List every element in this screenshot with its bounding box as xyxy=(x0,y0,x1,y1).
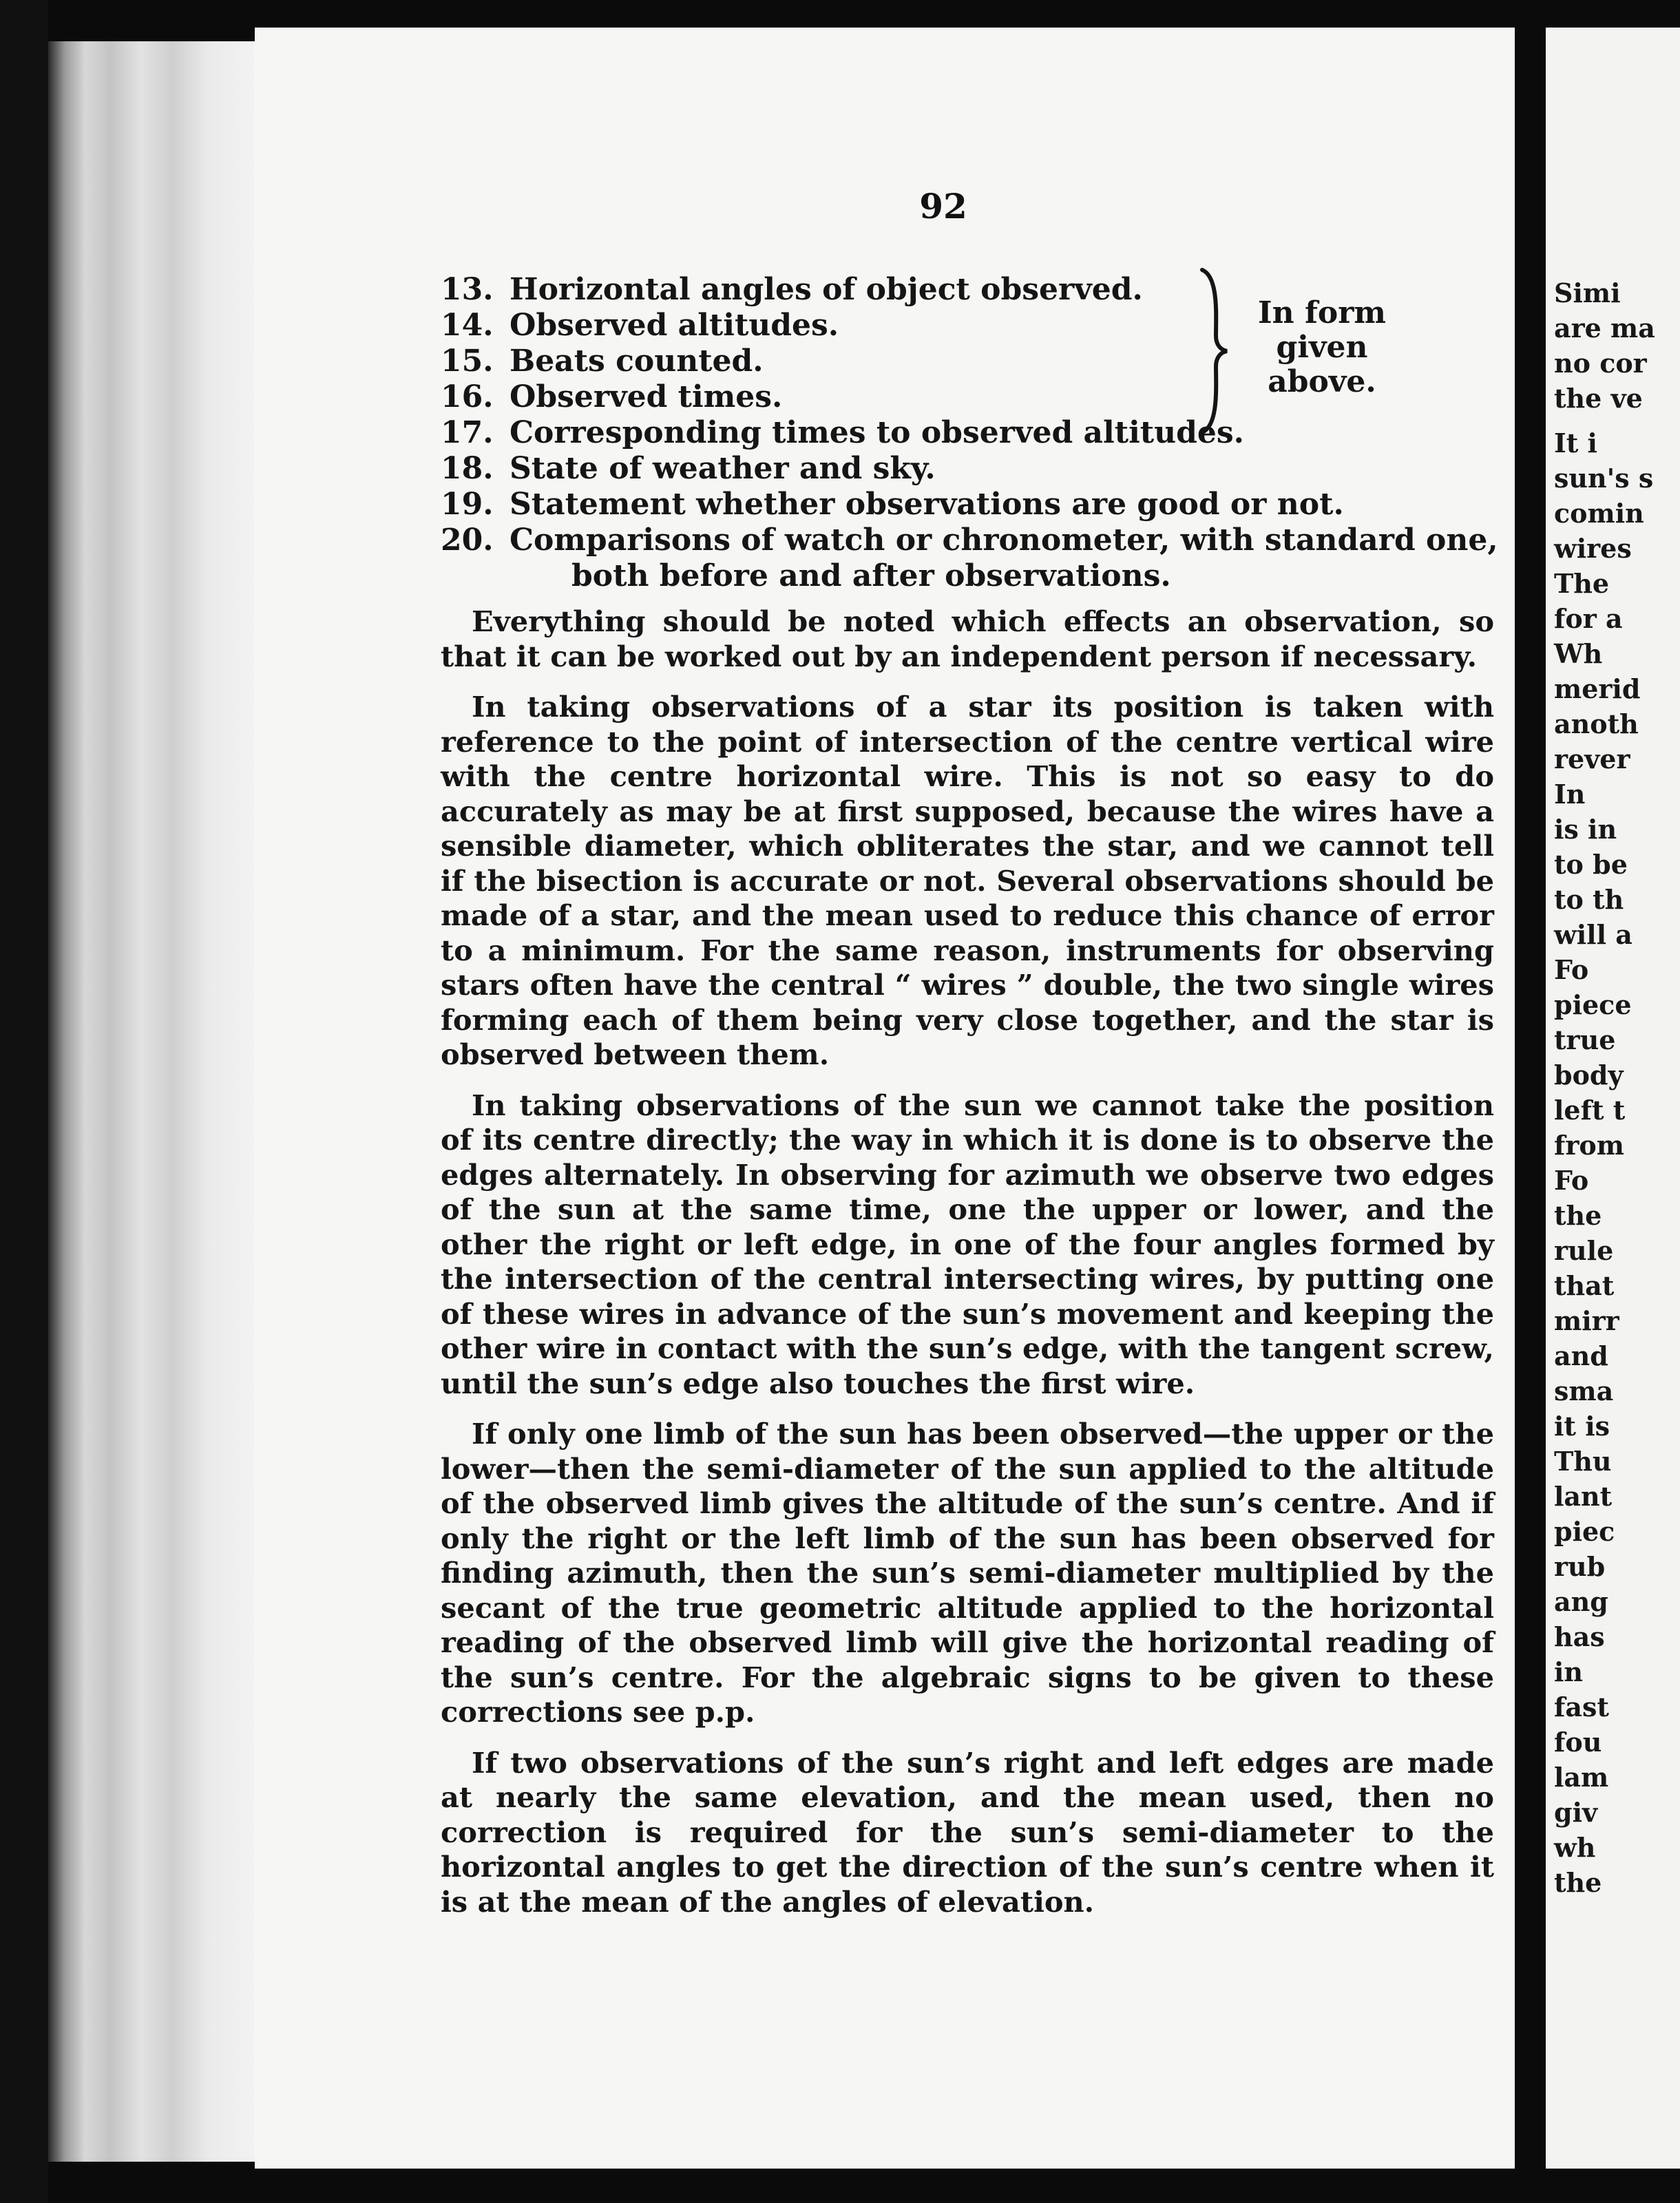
book-spine xyxy=(48,41,255,2162)
list-item-continuation: both before and after observations. xyxy=(571,558,1171,593)
paragraph: If two observations of the sun’s right and left edges are made at nearly the same elevation, and the mean used, then no correction is required for the sun’s semi-diameter to the horizontal angles to get the direction of the sun’s centre when it is at the mean of the angles of elevation. xyxy=(441,1745,1494,1919)
facing-page-line: piece xyxy=(1554,989,1632,1020)
facing-page-line: the xyxy=(1554,1867,1602,1898)
list-item xyxy=(441,523,1501,558)
facing-page-line: are ma xyxy=(1554,313,1655,344)
facing-page-line: fast xyxy=(1554,1691,1609,1722)
brace-note-line: In form xyxy=(1258,295,1386,330)
list-item xyxy=(441,451,1501,487)
brace-note-line: given xyxy=(1276,330,1368,365)
page-number: 92 xyxy=(919,186,967,226)
facing-page-line: to th xyxy=(1554,884,1624,915)
list-item-number: 17. xyxy=(441,415,494,450)
paragraph: Everything should be noted which effects an observation, so that it can be worked out by an independent person if necessary. xyxy=(441,604,1494,673)
facing-page-line: has xyxy=(1554,1621,1605,1652)
brace-note-line: above. xyxy=(1268,364,1376,399)
facing-page-line: Simi xyxy=(1554,277,1621,308)
list-item-number: 14. xyxy=(441,308,494,343)
list-item-text: Horizontal angles of object observed. xyxy=(510,272,1143,307)
facing-page-line: true xyxy=(1554,1024,1616,1055)
facing-page-line: no cor xyxy=(1554,348,1647,379)
facing-page-line: rule xyxy=(1554,1235,1614,1266)
facing-page-line: rever xyxy=(1554,744,1630,774)
facing-page-line xyxy=(1554,416,1680,425)
facing-page xyxy=(1546,28,1680,2169)
list-item-number: 19. xyxy=(441,487,494,522)
list-item-text: Corresponding times to observed altitudes. xyxy=(510,415,1244,450)
facing-page-line: and xyxy=(1554,1340,1608,1371)
facing-page-line: the ve xyxy=(1554,383,1643,414)
facing-page-line: wh xyxy=(1554,1832,1596,1863)
paragraph: In taking observations of a star its position is taken with reference to the point of intersection of the centre vertical wire with the centre horizontal wire. This is not so easy to do accurately as may be at first supposed, because the wires have a sensible diameter, which obliterates the star, and we cannot tell if the bisection is accurate or not. Several observations should be made of a star, and the mean used to reduce this chance of error to a minimum. For the same reason, instruments for observing stars often have the central “ wires ” double, the two single wires forming each of them being very close together, and the star is observed between them. xyxy=(441,690,1494,1071)
facing-page-line: sun's s xyxy=(1554,463,1654,494)
list-item-number: 15. xyxy=(441,344,494,379)
paragraph: In taking observations of the sun we cannot take the position of its centre directly; the way in which it is done is to observe the edges alternately. In observing for azimuth we observe two edges of the sun at the same time, one the upper or lower, and the other the right or left edge, in one of the four angles formed by the intersection of the central intersecting wires, by putting one of these wires in advance of the sun’s movement and keeping the other wire in contact with the sun’s edge, with the tangent screw, until the sun’s edge also touches the first wire. xyxy=(441,1088,1494,1400)
brace-note xyxy=(1246,296,1398,399)
paragraph: If only one limb of the sun has been observed—the upper or the lower—then the semi-diameter of the sun applied to the altitude of the observed limb gives the altitude of the sun’s centre. And if only the right or the left limb of the sun has been observed for finding azimuth, then the sun’s semi-diameter multiplied by the secant of the true geometric altitude applied to the horizontal reading of the observed limb will give the horizontal reading of the sun’s centre. For the algebraic signs to be given to these corrections see p.p. xyxy=(441,1417,1494,1729)
facing-page-line: to be xyxy=(1554,849,1628,880)
facing-page-line: in xyxy=(1554,1656,1584,1687)
right-brace-icon xyxy=(1198,267,1230,435)
facing-page-line: Fo xyxy=(1554,1165,1589,1196)
facing-page-line: for a xyxy=(1554,603,1623,634)
list-item-number: 13. xyxy=(441,272,494,307)
facing-page-line: left t xyxy=(1554,1095,1626,1126)
list-item-text: State of weather and sky. xyxy=(510,451,936,486)
list-item-text: Observed times. xyxy=(510,379,783,414)
facing-page-line: it is xyxy=(1554,1411,1610,1442)
list-item xyxy=(441,415,1501,451)
facing-page-line: will a xyxy=(1554,919,1632,950)
facing-page-line: ang xyxy=(1554,1586,1608,1617)
facing-page-line: wires xyxy=(1554,533,1632,564)
list-item-text: Beats counted. xyxy=(510,344,764,379)
facing-page-line: is in xyxy=(1554,814,1617,845)
facing-page-line: giv xyxy=(1554,1797,1598,1828)
facing-page-line: lant xyxy=(1554,1481,1613,1512)
facing-page-line: body xyxy=(1554,1060,1624,1090)
facing-page-line: It i xyxy=(1554,428,1597,458)
list-item-number: 18. xyxy=(441,451,494,486)
facing-page-line: piec xyxy=(1554,1516,1615,1547)
facing-page-line: lam xyxy=(1554,1762,1609,1793)
facing-page-line: In xyxy=(1554,779,1586,810)
facing-page-line: comin xyxy=(1554,498,1644,529)
facing-page-line: the xyxy=(1554,1200,1602,1231)
facing-page-line: The xyxy=(1554,568,1610,599)
facing-page-line: anoth xyxy=(1554,708,1639,739)
facing-page-line: mirr xyxy=(1554,1305,1619,1336)
list-item-text: Statement whether observations are good or not. xyxy=(510,487,1344,522)
scan-left-edge xyxy=(0,0,48,2203)
facing-page-line: rub xyxy=(1554,1551,1606,1582)
facing-page-line: Wh xyxy=(1554,638,1603,669)
facing-page-line: from xyxy=(1554,1130,1624,1161)
list-item-number: 20. xyxy=(441,523,494,558)
list-item-text: Comparisons of watch or chronometer, with standard one, xyxy=(510,523,1498,558)
list-item-number: 16. xyxy=(441,379,494,414)
list-item xyxy=(441,487,1501,523)
facing-page-line: fou xyxy=(1554,1727,1602,1758)
facing-page-line: Thu xyxy=(1554,1446,1612,1477)
body-text xyxy=(441,604,1494,1935)
facing-page-line: sma xyxy=(1554,1375,1614,1406)
facing-page-line: merid xyxy=(1554,673,1641,704)
facing-page-line: that xyxy=(1554,1270,1615,1301)
list-item-text: Observed altitudes. xyxy=(510,308,839,343)
facing-page-fragments xyxy=(1554,275,1680,1900)
facing-page-line: Fo xyxy=(1554,954,1589,985)
